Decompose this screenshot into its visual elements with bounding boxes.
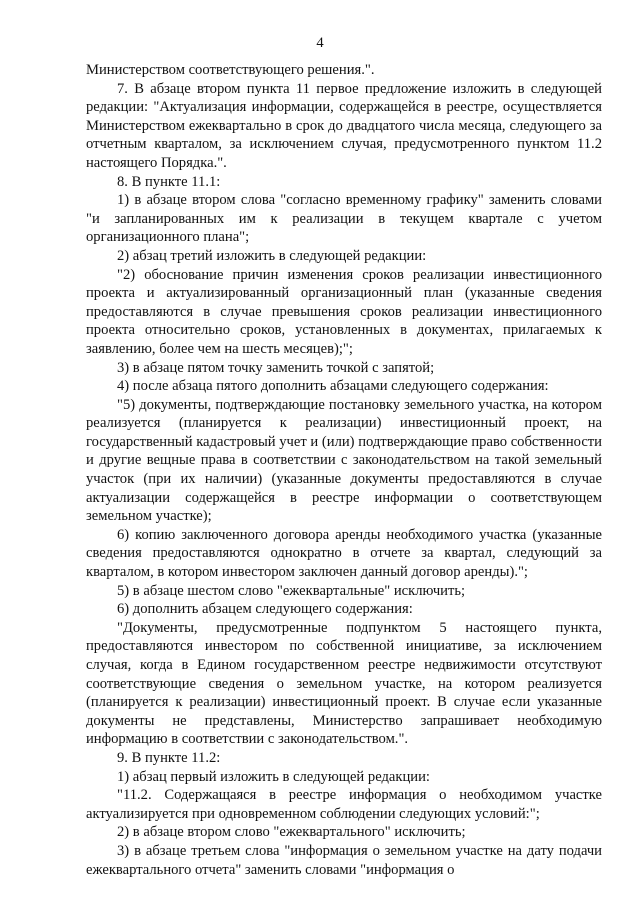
paragraph: 1) абзац первый изложить в следующей редакции:: [117, 768, 430, 785]
paragraph: 6) дополнить абзацем следующего содержания:: [117, 601, 413, 618]
paragraph: 3) в абзаце третьем слова "информация о земельном участке на дату подачи ежеквартального отчета" заменить словами "информация о: [86, 842, 602, 878]
paragraph: 9. В пункте 11.2:: [117, 749, 221, 766]
paragraph: 8. В пункте 11.1:: [117, 173, 221, 190]
paragraph: 3) в абзаце пятом точку заменить точкой с запятой;: [117, 359, 435, 376]
paragraph: 6) копию заключенного договора аренды необходимого участка (указанные сведения предоставляются однократно в отчете за квартал, следующий за кварталом, в котором инвестором заключен данный договор аренды).";: [86, 526, 602, 581]
paragraph: "5) документы, подтверждающие постановку земельного участка, на котором реализуется (планируется к реализации) инвестиционный проект, на государственный кадастровый учет и (или) подтверждающие право собственности и другие вещные права в соответствии с законодательством на такой земельный участок (при их наличии) (указанные документы предоставляются в случае актуализации содержащейся в реестре информации о соответствующем земельном участке);: [86, 396, 602, 525]
paragraph: 2) абзац третий изложить в следующей редакции:: [117, 247, 427, 264]
page-number: 4: [316, 35, 324, 51]
paragraph: Министерством соответствующего решения.".: [86, 62, 375, 78]
document-body: [86, 61, 602, 879]
paragraph: "2) обоснование причин изменения сроков реализации инвестиционного проекта и актуализированный организационный план (указанные сведения предоставляются в случае превышения сроков реализации инвестиционного проекта относительно сроков, установленных в документах, прилагаемых к заявлению, более чем на шесть месяцев);";: [86, 266, 602, 357]
paragraph: 4) после абзаца пятого дополнить абзацами следующего содержания:: [117, 378, 549, 395]
paragraph: 1) в абзаце втором слова "согласно временному графику" заменить словами "и запланированных им к реализации в текущем квартале с учетом организационного плана";: [86, 192, 602, 246]
paragraph: "11.2. Содержащаяся в реестре информация о необходимом участке актуализируется при одновременном соблюдении следующих условий:";: [86, 787, 602, 822]
paragraph: "Документы, предусмотренные подпунктом 5 настоящего пункта, предоставляются инвестором по собственной инициативе, за исключением случая, когда в Едином государственном реестре недвижимости отсутствуют соответствующие сведения о земельном участке, на котором реализуется (планируется к реализации) инвестиционный проект. В случае если указанные документы не представлены, Министерство запрашивает необходимую информацию в соответствии с законодательством.".: [86, 619, 602, 748]
paragraph: 2) в абзаце втором слово "ежеквартального" исключить;: [117, 824, 466, 841]
paragraph: 7. В абзаце втором пункта 11 первое предложение изложить в следующей редакции: "Актуализация информации, содержащейся в реестре, осуществляется Министерством ежеквартально в срок до двадцатого числа месяца, следующего за отчетным кварталом, за исключением случая, предусмотренного пунктом 11.2 настоящего Порядка.".: [86, 80, 602, 171]
paragraph: 5) в абзаце шестом слово "ежеквартальные" исключить;: [117, 582, 466, 599]
